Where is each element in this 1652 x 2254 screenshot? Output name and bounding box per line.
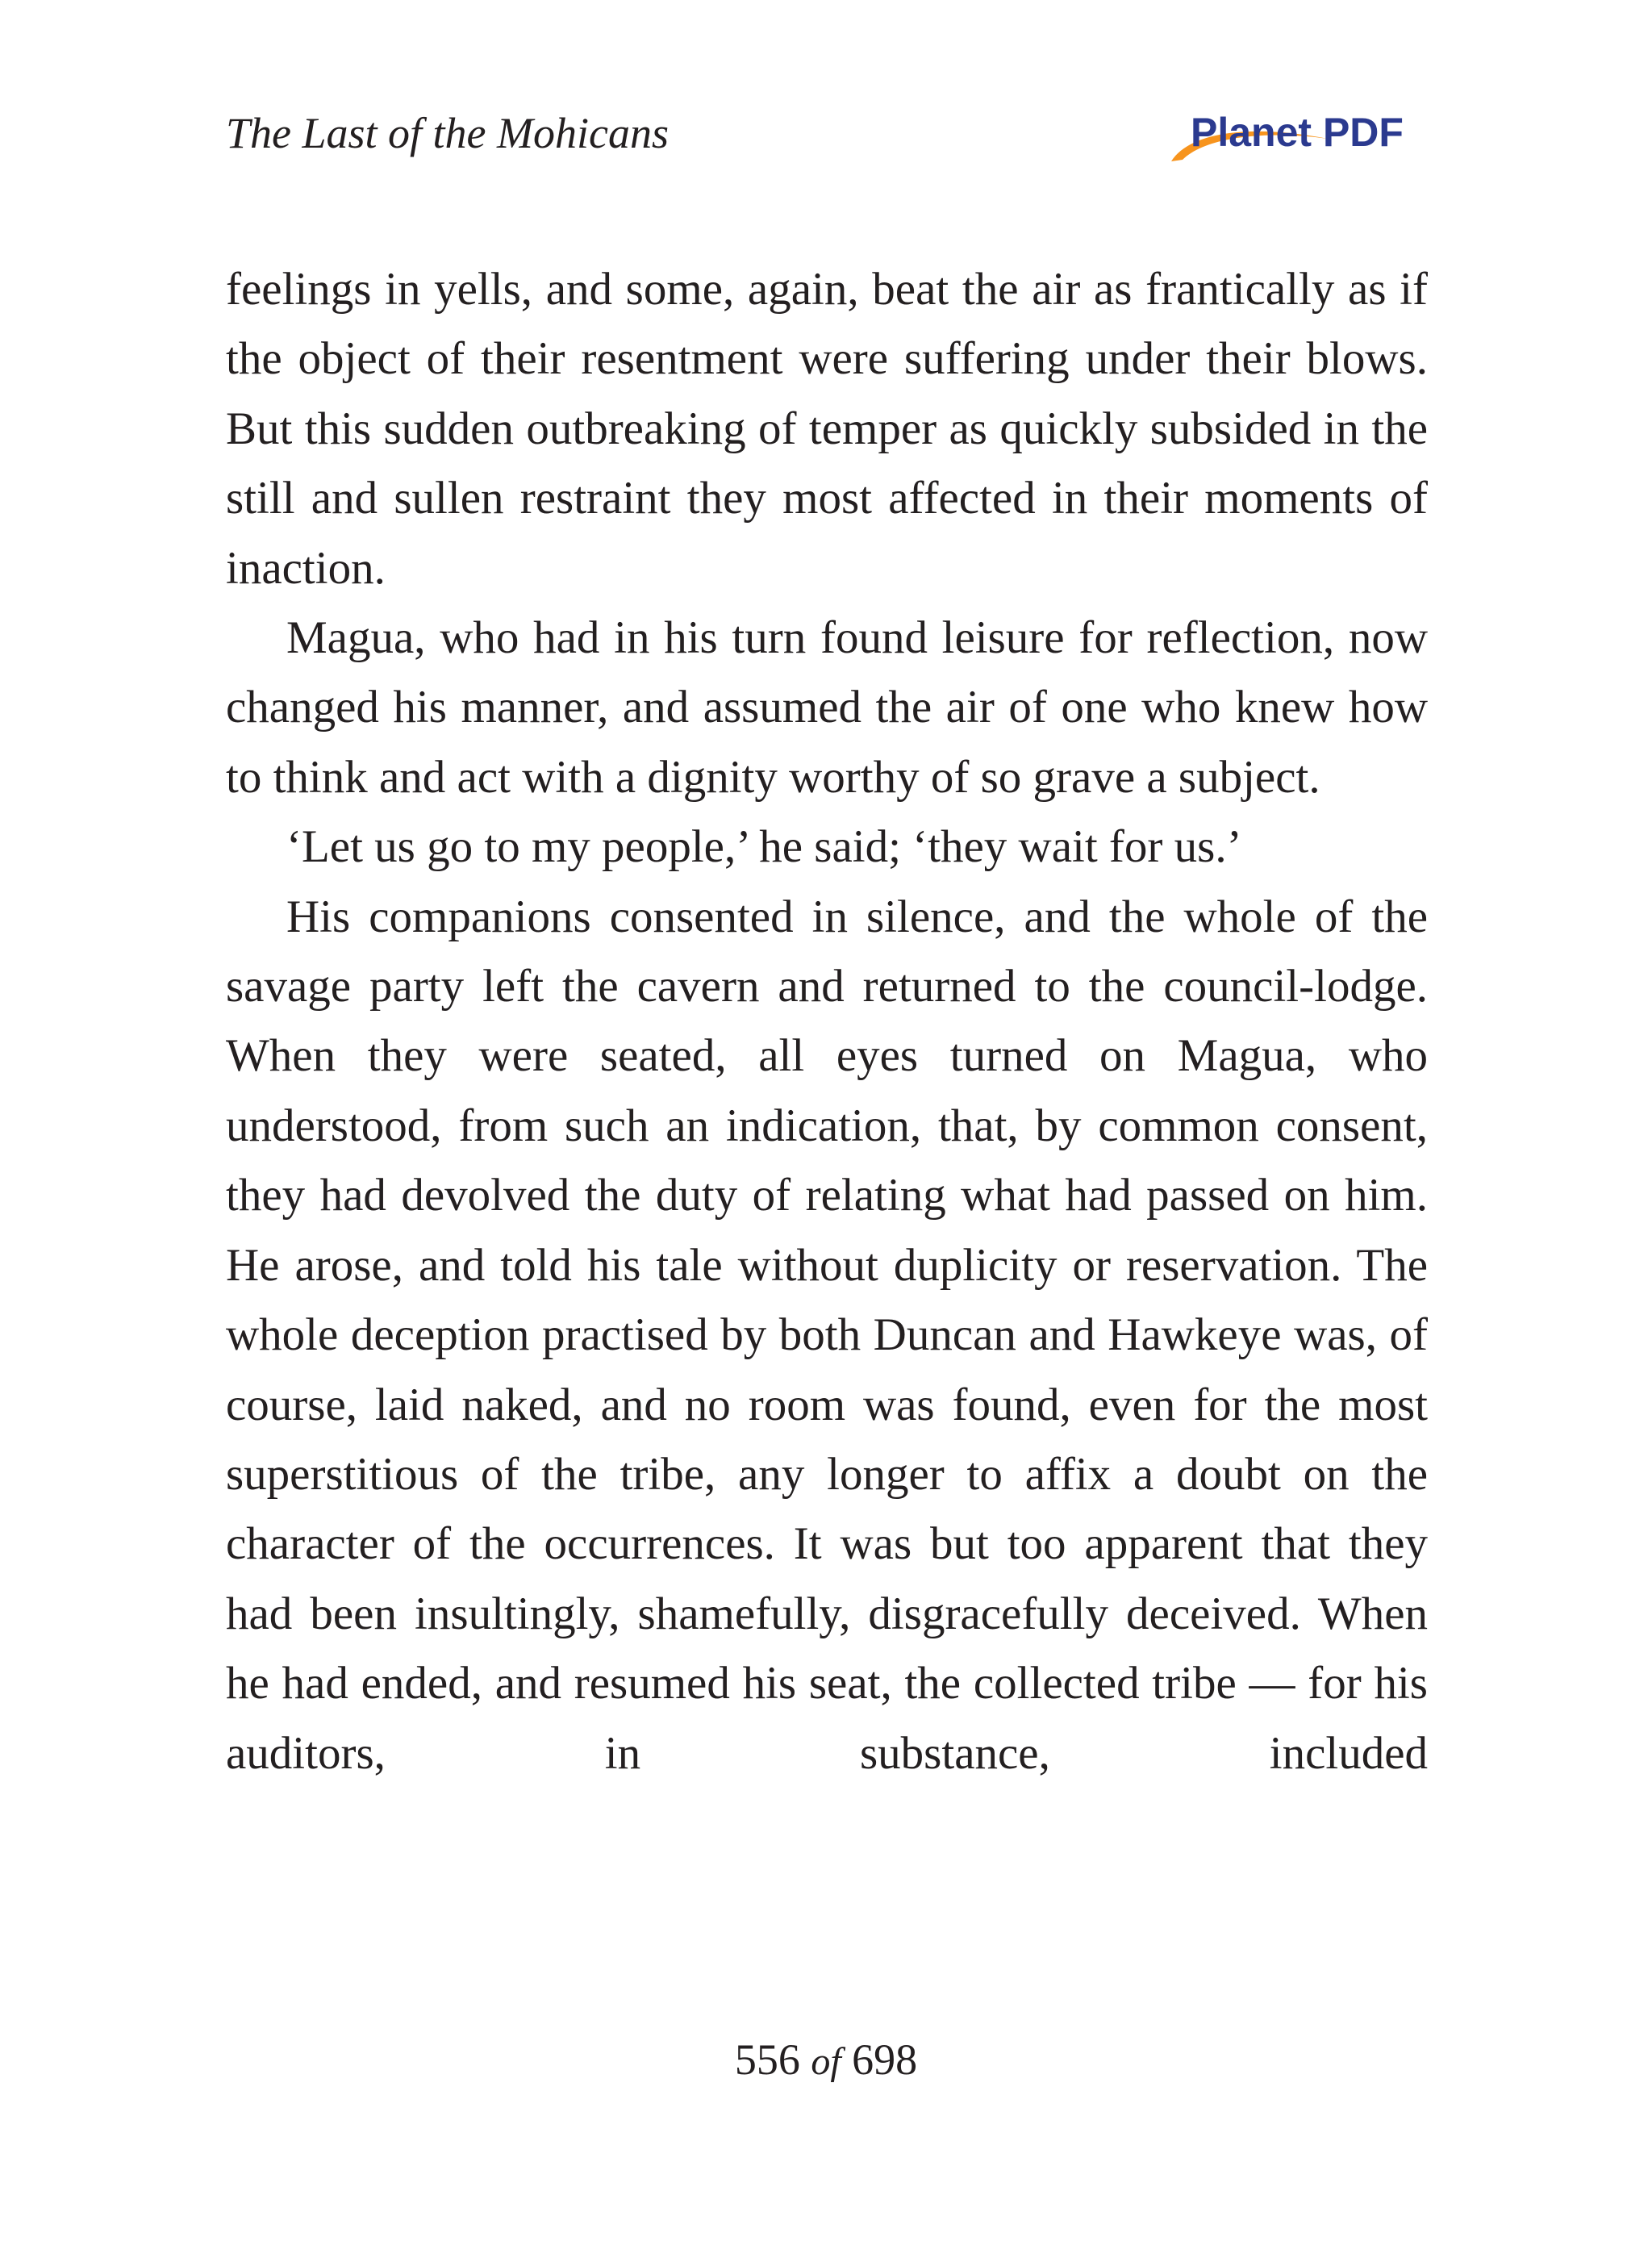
book-title: The Last of the Mohicans [226,109,669,157]
planet-pdf-logo [1166,103,1425,176]
current-page: 556 [734,2035,800,2084]
paragraph: feelings in yells, and some, again, beat the air as frantically as if the object of their resentment were suffering under their blows. But this sudden outbreaking of temper as quickly subsided in the still and sullen restraint they most affected in their moments of inaction. [226,264,1428,594]
paragraph: His companions consented in silence, and the whole of the savage party left the cavern and returned to the council-lodge. When they were seated, all eyes turned on Magua, who understood, from such an indication, that, by common consent, they had devolved the duty of relating what had passed on him. He arose, and told his tale without duplicity or reservation. The whole deception practised by both Duncan and Hawkeye was, of course, laid naked, and no room was found, even for the most superstitious of the tribe, any longer to affix a doubt on the character of the occurrences. It was but too apparent that they had been insultingly, shamefully, disgracefully deceived. When he had ended, and resumed his seat, the collected tribe — for his auditors, in substance, included [226,891,1428,1779]
page-number [0,2031,1652,2090]
page-separator: of [811,2040,841,2083]
paragraph: ‘Let us go to my people,’ he said; ‘they wait for us.’ [286,821,1242,873]
logo-text: Planet PDF [1191,110,1404,155]
page-body [226,255,1428,1789]
paragraph: Magua, who had in his turn found leisure for reflection, now changed his manner, and assumed the air of one who knew how to think and act with a dignity worthy of so grave a subject. [226,612,1428,803]
total-pages: 698 [852,2035,918,2084]
